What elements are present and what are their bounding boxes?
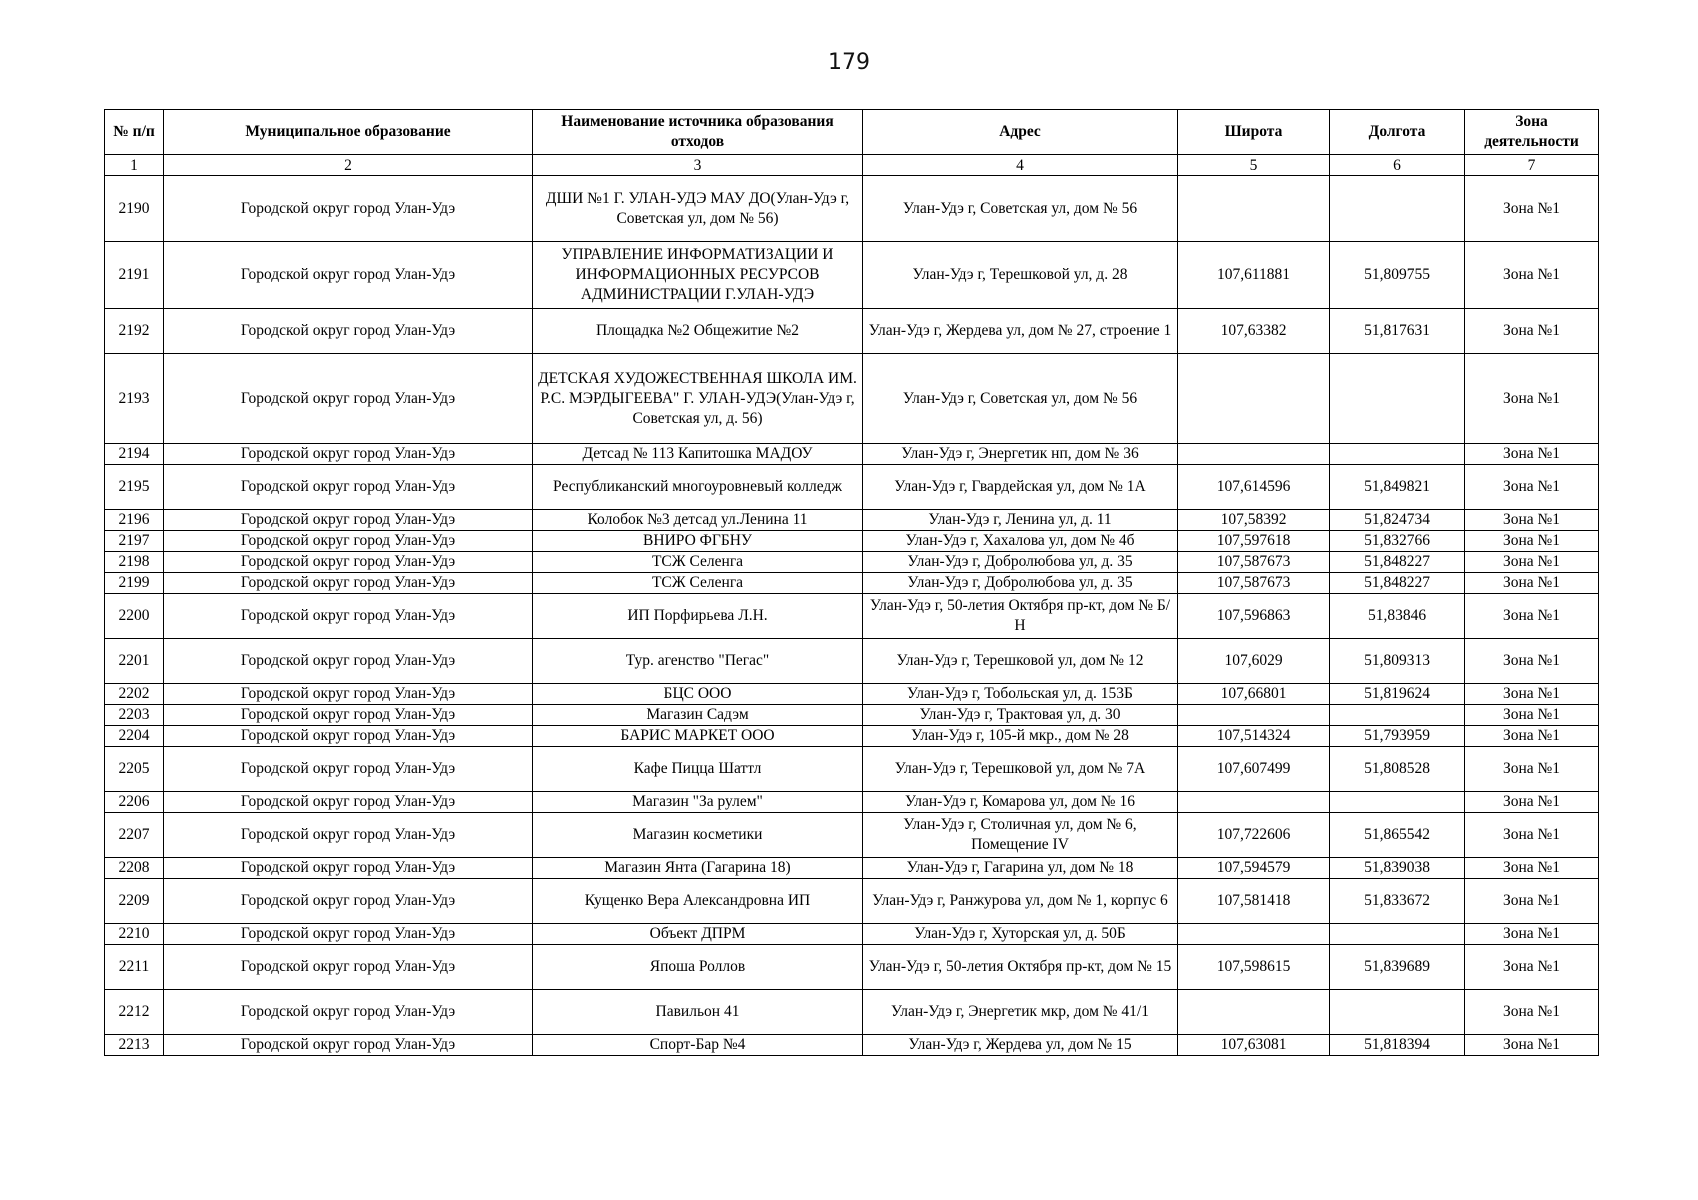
cell-longitude: 51,833672 bbox=[1330, 879, 1465, 924]
cell-address: Улан-Удэ г, Терешковой ул, дом № 7А bbox=[863, 747, 1178, 792]
cell-number: 2193 bbox=[105, 354, 164, 444]
cell-longitude bbox=[1330, 444, 1465, 465]
cell-longitude: 51,83846 bbox=[1330, 594, 1465, 639]
cell-number: 2201 bbox=[105, 639, 164, 684]
cell-municipality: Городской округ город Улан-Удэ bbox=[164, 465, 533, 510]
cell-address: Улан-Удэ г, Добролюбова ул, д. 35 bbox=[863, 552, 1178, 573]
cell-address: Улан-Удэ г, 50-летия Октября пр-кт, дом № 15 bbox=[863, 945, 1178, 990]
cell-municipality: Городской округ город Улан-Удэ bbox=[164, 684, 533, 705]
cell-number: 2213 bbox=[105, 1035, 164, 1056]
cell-address: Улан-Удэ г, Хахалова ул, дом № 4б bbox=[863, 531, 1178, 552]
cell-number: 2203 bbox=[105, 705, 164, 726]
cell-latitude bbox=[1178, 354, 1330, 444]
cell-municipality: Городской округ город Улан-Удэ bbox=[164, 858, 533, 879]
cell-latitude: 107,596863 bbox=[1178, 594, 1330, 639]
cell-number: 2202 bbox=[105, 684, 164, 705]
cell-longitude bbox=[1330, 354, 1465, 444]
cell-longitude: 51,809755 bbox=[1330, 242, 1465, 309]
cell-number: 2199 bbox=[105, 573, 164, 594]
table-row bbox=[105, 879, 1599, 924]
cell-zone: Зона №1 bbox=[1465, 858, 1599, 879]
cell-address: Улан-Удэ г, 105-й мкр., дом № 28 bbox=[863, 726, 1178, 747]
cell-number: 2205 bbox=[105, 747, 164, 792]
cell-number: 2190 bbox=[105, 176, 164, 242]
cell-latitude bbox=[1178, 924, 1330, 945]
table-row bbox=[105, 792, 1599, 813]
table-row bbox=[105, 747, 1599, 792]
cell-longitude: 51,818394 bbox=[1330, 1035, 1465, 1056]
cell-longitude: 51,832766 bbox=[1330, 531, 1465, 552]
cell-latitude bbox=[1178, 176, 1330, 242]
cell-number: 2212 bbox=[105, 990, 164, 1035]
cell-municipality: Городской округ город Улан-Удэ bbox=[164, 813, 533, 858]
cell-address: Улан-Удэ г, 50-летия Октября пр-кт, дом № Б/Н bbox=[863, 594, 1178, 639]
cell-address: Улан-Удэ г, Терешковой ул, дом № 12 bbox=[863, 639, 1178, 684]
cell-source-name: ТСЖ Селенга bbox=[533, 552, 863, 573]
cell-number: 2200 bbox=[105, 594, 164, 639]
cell-latitude: 107,597618 bbox=[1178, 531, 1330, 552]
table-row bbox=[105, 444, 1599, 465]
table-row bbox=[105, 684, 1599, 705]
cell-address: Улан-Удэ г, Терешковой ул, д. 28 bbox=[863, 242, 1178, 309]
cell-latitude: 107,587673 bbox=[1178, 573, 1330, 594]
cell-source-name: Тур. агенство "Пегас" bbox=[533, 639, 863, 684]
table-row bbox=[105, 594, 1599, 639]
cell-longitude: 51,824734 bbox=[1330, 510, 1465, 531]
table-row bbox=[105, 531, 1599, 552]
cell-longitude: 51,839689 bbox=[1330, 945, 1465, 990]
cell-longitude: 51,808528 bbox=[1330, 747, 1465, 792]
cell-municipality: Городской округ город Улан-Удэ bbox=[164, 639, 533, 684]
cell-latitude: 107,587673 bbox=[1178, 552, 1330, 573]
cell-zone: Зона №1 bbox=[1465, 465, 1599, 510]
cell-zone: Зона №1 bbox=[1465, 242, 1599, 309]
column-number-row bbox=[105, 155, 1599, 176]
waste-sources-table bbox=[104, 109, 1599, 1056]
cell-source-name: Магазин Янта (Гагарина 18) bbox=[533, 858, 863, 879]
cell-number: 2209 bbox=[105, 879, 164, 924]
cell-longitude bbox=[1330, 924, 1465, 945]
cell-municipality: Городской округ город Улан-Удэ bbox=[164, 176, 533, 242]
cell-source-name: Магазин косметики bbox=[533, 813, 863, 858]
cell-zone: Зона №1 bbox=[1465, 726, 1599, 747]
cell-municipality: Городской округ город Улан-Удэ bbox=[164, 510, 533, 531]
cell-number: 2197 bbox=[105, 531, 164, 552]
table-row bbox=[105, 354, 1599, 444]
cell-address: Улан-Удэ г, Тобольская ул, д. 153Б bbox=[863, 684, 1178, 705]
cell-longitude bbox=[1330, 176, 1465, 242]
cell-longitude: 51,848227 bbox=[1330, 552, 1465, 573]
cell-number: 2192 bbox=[105, 309, 164, 354]
table-row bbox=[105, 924, 1599, 945]
cell-source-name: ТСЖ Селенга bbox=[533, 573, 863, 594]
cell-number: 2204 bbox=[105, 726, 164, 747]
cell-zone: Зона №1 bbox=[1465, 1035, 1599, 1056]
cell-source-name: Объект ДПРМ bbox=[533, 924, 863, 945]
cell-municipality: Городской округ город Улан-Удэ bbox=[164, 792, 533, 813]
table-row bbox=[105, 726, 1599, 747]
cell-address: Улан-Удэ г, Гвардейская ул, дом № 1А bbox=[863, 465, 1178, 510]
cell-latitude: 107,594579 bbox=[1178, 858, 1330, 879]
cell-number: 2194 bbox=[105, 444, 164, 465]
header-municipality: Муниципальное образование bbox=[164, 110, 533, 155]
cell-address: Улан-Удэ г, Ленина ул, д. 11 bbox=[863, 510, 1178, 531]
table-row bbox=[105, 465, 1599, 510]
table-row bbox=[105, 309, 1599, 354]
cell-zone: Зона №1 bbox=[1465, 531, 1599, 552]
cell-number: 2207 bbox=[105, 813, 164, 858]
column-number: 2 bbox=[164, 155, 533, 176]
cell-zone: Зона №1 bbox=[1465, 813, 1599, 858]
cell-zone: Зона №1 bbox=[1465, 176, 1599, 242]
cell-latitude bbox=[1178, 990, 1330, 1035]
cell-address: Улан-Удэ г, Столичная ул, дом № 6, Помещение IV bbox=[863, 813, 1178, 858]
cell-latitude: 107,66801 bbox=[1178, 684, 1330, 705]
header-zone: Зона деятельности bbox=[1465, 110, 1599, 155]
header-address: Адрес bbox=[863, 110, 1178, 155]
cell-municipality: Городской округ город Улан-Удэ bbox=[164, 309, 533, 354]
cell-latitude: 107,598615 bbox=[1178, 945, 1330, 990]
cell-zone: Зона №1 bbox=[1465, 705, 1599, 726]
cell-zone: Зона №1 bbox=[1465, 309, 1599, 354]
cell-longitude: 51,819624 bbox=[1330, 684, 1465, 705]
cell-address: Улан-Удэ г, Трактовая ул, д. 30 bbox=[863, 705, 1178, 726]
cell-latitude: 107,58392 bbox=[1178, 510, 1330, 531]
column-number: 6 bbox=[1330, 155, 1465, 176]
table-row bbox=[105, 176, 1599, 242]
cell-source-name: Павильон 41 bbox=[533, 990, 863, 1035]
column-number: 7 bbox=[1465, 155, 1599, 176]
header-longitude: Долгота bbox=[1330, 110, 1465, 155]
cell-zone: Зона №1 bbox=[1465, 747, 1599, 792]
cell-source-name: Площадка №2 Общежитие №2 bbox=[533, 309, 863, 354]
cell-number: 2211 bbox=[105, 945, 164, 990]
cell-zone: Зона №1 bbox=[1465, 444, 1599, 465]
table-body bbox=[105, 176, 1599, 1056]
cell-municipality: Городской округ город Улан-Удэ bbox=[164, 924, 533, 945]
cell-latitude: 107,614596 bbox=[1178, 465, 1330, 510]
cell-municipality: Городской округ город Улан-Удэ bbox=[164, 531, 533, 552]
cell-source-name: БАРИС МАРКЕТ ООО bbox=[533, 726, 863, 747]
cell-source-name: Кафе Пицца Шаттл bbox=[533, 747, 863, 792]
cell-zone: Зона №1 bbox=[1465, 990, 1599, 1035]
cell-longitude: 51,817631 bbox=[1330, 309, 1465, 354]
table-row bbox=[105, 639, 1599, 684]
table-row bbox=[105, 705, 1599, 726]
cell-longitude: 51,849821 bbox=[1330, 465, 1465, 510]
cell-longitude bbox=[1330, 792, 1465, 813]
cell-municipality: Городской округ город Улан-Удэ bbox=[164, 573, 533, 594]
cell-zone: Зона №1 bbox=[1465, 639, 1599, 684]
cell-municipality: Городской округ город Улан-Удэ bbox=[164, 444, 533, 465]
cell-number: 2196 bbox=[105, 510, 164, 531]
cell-address: Улан-Удэ г, Энергетик нп, дом № 36 bbox=[863, 444, 1178, 465]
cell-municipality: Городской округ город Улан-Удэ bbox=[164, 594, 533, 639]
cell-municipality: Городской округ город Улан-Удэ bbox=[164, 879, 533, 924]
header-number: № п/п bbox=[105, 110, 164, 155]
cell-latitude bbox=[1178, 444, 1330, 465]
cell-zone: Зона №1 bbox=[1465, 573, 1599, 594]
cell-municipality: Городской округ город Улан-Удэ bbox=[164, 747, 533, 792]
cell-latitude: 107,6029 bbox=[1178, 639, 1330, 684]
table-row bbox=[105, 1035, 1599, 1056]
column-number: 1 bbox=[105, 155, 164, 176]
cell-zone: Зона №1 bbox=[1465, 945, 1599, 990]
cell-latitude: 107,607499 bbox=[1178, 747, 1330, 792]
cell-latitude: 107,63382 bbox=[1178, 309, 1330, 354]
cell-longitude bbox=[1330, 705, 1465, 726]
cell-source-name: ДЕТСКАЯ ХУДОЖЕСТВЕННАЯ ШКОЛА ИМ. Р.С. МЭРДЫГЕЕВА" Г. УЛАН-УДЭ(Улан-Удэ г, Советская ул, д. 56) bbox=[533, 354, 863, 444]
cell-source-name: ИП Порфирьева Л.Н. bbox=[533, 594, 863, 639]
header-source-name: Наименование источника образования отходов bbox=[533, 110, 863, 155]
cell-number: 2198 bbox=[105, 552, 164, 573]
cell-source-name: УПРАВЛЕНИЕ ИНФОРМАТИЗАЦИИ И ИНФОРМАЦИОННЫХ РЕСУРСОВ АДМИНИСТРАЦИИ Г.УЛАН-УДЭ bbox=[533, 242, 863, 309]
cell-source-name: ДШИ №1 Г. УЛАН-УДЭ МАУ ДО(Улан-Удэ г, Советская ул, дом № 56) bbox=[533, 176, 863, 242]
column-number: 5 bbox=[1178, 155, 1330, 176]
cell-municipality: Городской округ город Улан-Удэ bbox=[164, 242, 533, 309]
cell-source-name: Магазин "За рулем" bbox=[533, 792, 863, 813]
cell-address: Улан-Удэ г, Хуторская ул, д. 50Б bbox=[863, 924, 1178, 945]
cell-municipality: Городской округ город Улан-Удэ bbox=[164, 1035, 533, 1056]
cell-municipality: Городской округ город Улан-Удэ bbox=[164, 552, 533, 573]
cell-address: Улан-Удэ г, Комарова ул, дом № 16 bbox=[863, 792, 1178, 813]
cell-address: Улан-Удэ г, Гагарина ул, дом № 18 bbox=[863, 858, 1178, 879]
cell-number: 2191 bbox=[105, 242, 164, 309]
cell-zone: Зона №1 bbox=[1465, 354, 1599, 444]
cell-longitude: 51,809313 bbox=[1330, 639, 1465, 684]
cell-longitude: 51,839038 bbox=[1330, 858, 1465, 879]
cell-longitude: 51,865542 bbox=[1330, 813, 1465, 858]
cell-longitude: 51,848227 bbox=[1330, 573, 1465, 594]
cell-source-name: ВНИРО ФГБНУ bbox=[533, 531, 863, 552]
table-header bbox=[105, 110, 1599, 176]
cell-municipality: Городской округ город Улан-Удэ bbox=[164, 945, 533, 990]
cell-longitude bbox=[1330, 990, 1465, 1035]
cell-latitude: 107,581418 bbox=[1178, 879, 1330, 924]
cell-address: Улан-Удэ г, Ранжурова ул, дом № 1, корпус 6 bbox=[863, 879, 1178, 924]
cell-municipality: Городской округ город Улан-Удэ bbox=[164, 354, 533, 444]
cell-municipality: Городской округ город Улан-Удэ bbox=[164, 990, 533, 1035]
cell-latitude: 107,514324 bbox=[1178, 726, 1330, 747]
cell-municipality: Городской округ город Улан-Удэ bbox=[164, 726, 533, 747]
cell-source-name: Магазин Садэм bbox=[533, 705, 863, 726]
cell-zone: Зона №1 bbox=[1465, 594, 1599, 639]
cell-latitude: 107,611881 bbox=[1178, 242, 1330, 309]
table-row bbox=[105, 945, 1599, 990]
table-row bbox=[105, 552, 1599, 573]
cell-municipality: Городской округ город Улан-Удэ bbox=[164, 705, 533, 726]
table-row bbox=[105, 510, 1599, 531]
cell-source-name: БЦС ООО bbox=[533, 684, 863, 705]
cell-address: Улан-Удэ г, Жердева ул, дом № 15 bbox=[863, 1035, 1178, 1056]
cell-longitude: 51,793959 bbox=[1330, 726, 1465, 747]
cell-latitude bbox=[1178, 792, 1330, 813]
cell-zone: Зона №1 bbox=[1465, 879, 1599, 924]
cell-number: 2206 bbox=[105, 792, 164, 813]
table-row bbox=[105, 573, 1599, 594]
cell-address: Улан-Удэ г, Советская ул, дом № 56 bbox=[863, 176, 1178, 242]
header-row bbox=[105, 110, 1599, 155]
cell-zone: Зона №1 bbox=[1465, 792, 1599, 813]
page-number: 179 bbox=[828, 50, 870, 75]
cell-source-name: Япоша Роллов bbox=[533, 945, 863, 990]
cell-latitude bbox=[1178, 705, 1330, 726]
cell-zone: Зона №1 bbox=[1465, 684, 1599, 705]
column-number: 4 bbox=[863, 155, 1178, 176]
cell-address: Улан-Удэ г, Жердева ул, дом № 27, строение 1 bbox=[863, 309, 1178, 354]
cell-source-name: Детсад № 113 Капитошка МАДОУ bbox=[533, 444, 863, 465]
cell-source-name: Республиканский многоуровневый колледж bbox=[533, 465, 863, 510]
cell-address: Улан-Удэ г, Энергетик мкр, дом № 41/1 bbox=[863, 990, 1178, 1035]
cell-source-name: Спорт-Бар №4 bbox=[533, 1035, 863, 1056]
cell-source-name: Колобок №3 детсад ул.Ленина 11 bbox=[533, 510, 863, 531]
cell-zone: Зона №1 bbox=[1465, 510, 1599, 531]
column-number: 3 bbox=[533, 155, 863, 176]
cell-number: 2208 bbox=[105, 858, 164, 879]
cell-address: Улан-Удэ г, Добролюбова ул, д. 35 bbox=[863, 573, 1178, 594]
cell-latitude: 107,722606 bbox=[1178, 813, 1330, 858]
table-row bbox=[105, 990, 1599, 1035]
cell-latitude: 107,63081 bbox=[1178, 1035, 1330, 1056]
table-row bbox=[105, 813, 1599, 858]
cell-zone: Зона №1 bbox=[1465, 552, 1599, 573]
header-latitude: Широта bbox=[1178, 110, 1330, 155]
table-row bbox=[105, 242, 1599, 309]
cell-zone: Зона №1 bbox=[1465, 924, 1599, 945]
cell-address: Улан-Удэ г, Советская ул, дом № 56 bbox=[863, 354, 1178, 444]
cell-source-name: Кущенко Вера Александровна ИП bbox=[533, 879, 863, 924]
table-row bbox=[105, 858, 1599, 879]
cell-number: 2210 bbox=[105, 924, 164, 945]
cell-number: 2195 bbox=[105, 465, 164, 510]
